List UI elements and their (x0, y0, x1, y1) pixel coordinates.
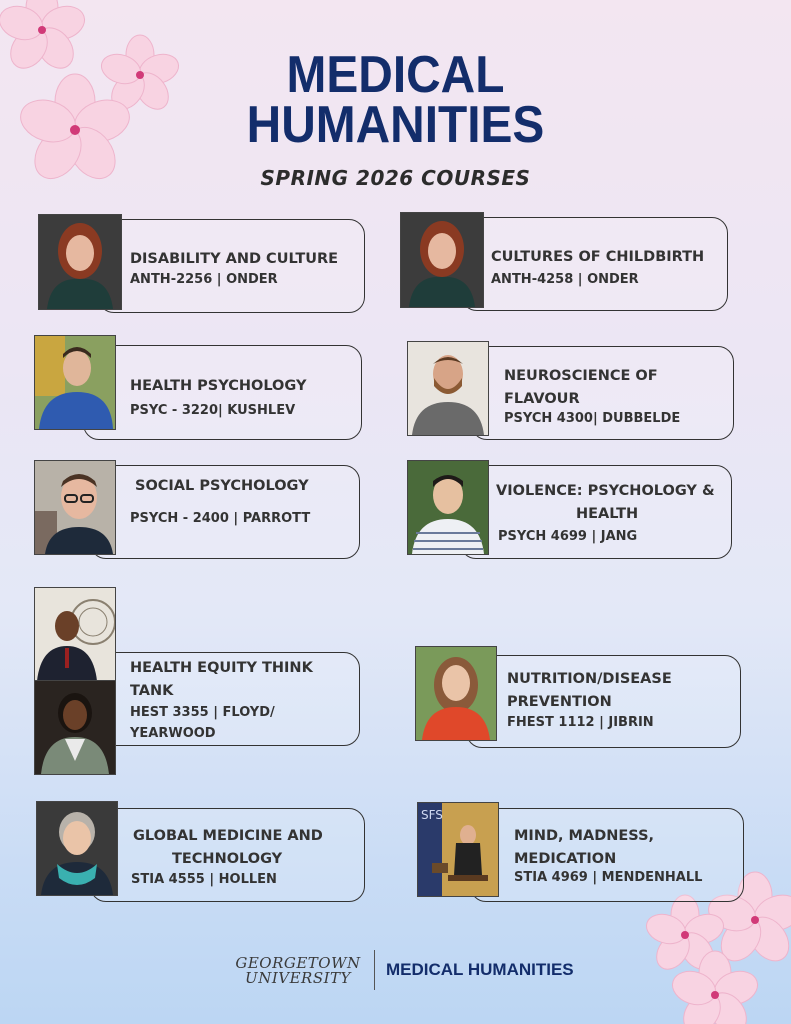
sign-text: SFS (421, 808, 443, 822)
course-name-line-2: PREVENTION (507, 694, 612, 710)
course-name-line-2: MEDICATION (514, 851, 617, 867)
course-code: STIA 4969 | MENDENHALL (514, 870, 703, 885)
course-name-line-2: HEALTH (576, 506, 639, 522)
course-code: FHEST 1112 | JIBRIN (507, 715, 654, 730)
course-card-violence-psychology-health (460, 465, 732, 559)
instructor-photo-onder (38, 214, 122, 310)
logo-line-1: GEORGETOWN (235, 954, 361, 972)
title-line-1: MEDICAL (286, 46, 505, 104)
instructor-photo-dubbelde (407, 341, 489, 436)
footer-label: MEDICAL HUMANITIES (386, 960, 574, 979)
course-card-cultures-of-childbirth (461, 217, 728, 311)
course-code-line-2: YEARWOOD (130, 726, 216, 741)
course-code: STIA 4555 | HOLLEN (131, 872, 277, 887)
course-card-disability-and-culture (98, 219, 365, 313)
course-code: PSYCH 4300| DUBBELDE (504, 411, 681, 426)
page-subtitle: SPRING 2026 COURSES (260, 166, 531, 190)
footer-divider (374, 950, 375, 990)
course-card-mind-madness-medication (470, 808, 744, 902)
course-name: DISABILITY AND CULTURE (130, 251, 339, 267)
course-card-health-equity-think-tank (90, 652, 360, 746)
instructor-photo-kushlev (34, 335, 116, 430)
course-name-line-1: MIND, MADNESS, (514, 828, 655, 844)
course-card-health-psychology (83, 345, 362, 440)
course-code: ANTH-2256 | ONDER (130, 272, 278, 287)
course-card-nutrition-disease-prevention (466, 655, 741, 748)
course-name-line-1: VIOLENCE: PSYCHOLOGY & (496, 483, 715, 499)
course-name: HEALTH PSYCHOLOGY (130, 378, 307, 394)
course-code: PSYCH - 2400 | PARROTT (130, 511, 311, 526)
course-name: CULTURES OF CHILDBIRTH (491, 249, 705, 265)
course-code: ANTH-4258 | ONDER (491, 272, 639, 287)
instructor-photo-mendenhall (417, 802, 499, 897)
course-name: SOCIAL PSYCHOLOGY (135, 478, 309, 494)
instructor-photo-floyd (34, 587, 116, 682)
instructor-photo-onder (400, 212, 484, 308)
course-name-line-1: HEALTH EQUITY THINK (130, 660, 313, 676)
course-card-social-psychology (90, 465, 360, 559)
logo-line-2: UNIVERSITY (245, 969, 351, 987)
course-code: PSYC - 3220| KUSHLEV (130, 403, 296, 418)
course-card-global-medicine-and-technology (90, 808, 365, 902)
instructor-photo-yearwood (34, 680, 116, 775)
course-name-line-2: FLAVOUR (504, 391, 580, 407)
course-name-line-1: GLOBAL MEDICINE AND (133, 828, 323, 844)
georgetown-university-logo (228, 956, 368, 986)
course-name-line-2: TANK (130, 683, 174, 699)
instructor-photo-parrott (34, 460, 116, 555)
course-code-line-1: HEST 3355 | FLOYD/ (130, 705, 275, 720)
title-line-2: HUMANITIES (246, 96, 545, 154)
course-code: PSYCH 4699 | JANG (498, 529, 638, 544)
course-name-line-2: TECHNOLOGY (172, 851, 283, 867)
page-title (32, 46, 760, 154)
course-name-line-1: NEUROSCIENCE OF (504, 368, 658, 384)
course-name-line-1: NUTRITION/DISEASE (507, 671, 672, 687)
course-card-neuroscience-of-flavour (471, 346, 734, 440)
instructor-photo-jang (407, 460, 489, 555)
instructor-photo-hollen (36, 801, 118, 896)
instructor-photo-jibrin (415, 646, 497, 741)
